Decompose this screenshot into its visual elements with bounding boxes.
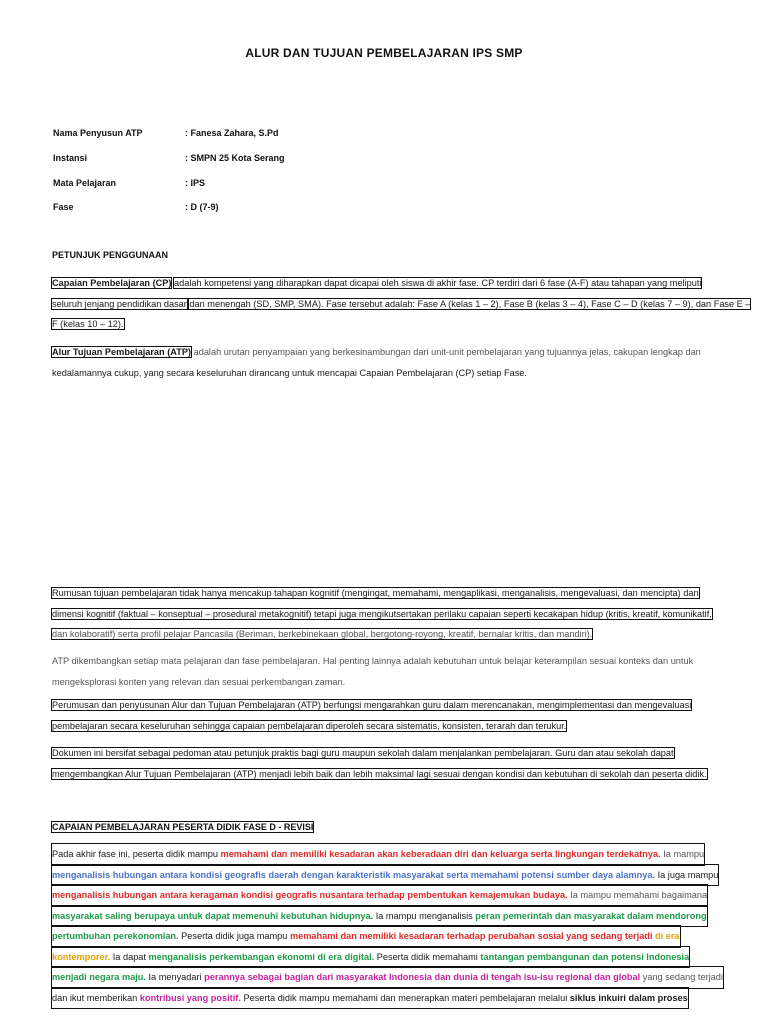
capaian-segment: Ia mampu menganalisis: [373, 910, 476, 921]
atp-definition-line2: kedalamannya cukup, yang secara keseluruhan dirancang untuk mencapai Capaian Pembelajaran (CP) setiap Fase.: [52, 367, 527, 378]
capaian-segment: Ia mampu memahami bagaimana: [567, 890, 708, 900]
capaian-heading-text: CAPAIAN PEMBELAJARAN PESERTA DIDIK FASE D - REVISI: [52, 822, 314, 832]
capaian-line: [52, 967, 723, 988]
capaian-segment: menganalisis hubungan antara kondisi geografis daerah dengan karakteristik masyarakat serta memahami potensi sumber daya alamnya.: [52, 869, 656, 880]
capaian-segment: memahami dan memiliki kesadaran akan keberadaan diri dan keluarga serta lingkungan terdekatnya.: [220, 849, 661, 859]
section-heading-petunjuk: PETUNJUK PENGGUNAAN: [52, 250, 169, 260]
capaian-segment: Ia mampu: [660, 849, 705, 859]
rumusan-line2: dimensi kognitif (faktual – konseptual – prosedural metakognitif) tetapi juga mengikutsertakan perilaku capaian seperti kecakapan hidup (kritis, kreatif, komunikatif,: [52, 608, 712, 619]
capaian-segment: Ia menyadari: [145, 972, 205, 982]
capaian-line: [52, 926, 680, 947]
paragraph-dokumen: [52, 743, 736, 784]
paragraph-capaian: [52, 844, 736, 1008]
capaian-segment: Ia dapat: [110, 951, 149, 962]
capaian-segment: pertumbuhan perekonomian.: [52, 931, 179, 941]
meta-label-fase: Fase: [53, 202, 74, 212]
meta-label-instansi: Instansi: [53, 153, 88, 163]
section-heading-capaian: [52, 822, 313, 832]
capaian-segment: Peserta didik memahami: [374, 951, 481, 962]
capaian-segment: memahami dan memiliki kesadaran terhadap perubahan sosial yang sedang terjadi: [289, 931, 653, 941]
paragraph-atp: [52, 342, 736, 383]
capaian-segment: kontemporer.: [52, 951, 111, 962]
paragraph-cp: [52, 273, 751, 335]
capaian-line: [52, 844, 704, 865]
document-title: ALUR DAN TUJUAN PEMBELAJARAN IPS SMP: [245, 46, 523, 60]
meta-label-mapel: Mata Pelajaran: [53, 178, 117, 188]
capaian-segment: tantangan pembangunan dan potensi Indonesia: [480, 951, 690, 962]
paragraph-perumusan: [52, 695, 736, 736]
capaian-segment: menganalisis perkembangan ekonomi di era digital.: [148, 951, 375, 962]
capaian-line: [52, 906, 707, 927]
capaian-segment: yang sedang terjadi: [640, 972, 723, 982]
capaian-segment: dan ikut memberikan: [52, 992, 140, 1003]
cp-definition-line3: F (kelas 10 – 12).: [52, 319, 124, 329]
capaian-segment: menganalisis hubungan antara keragaman kondisi geografis nusantara terhadap pembentukan kemajemukan budaya.: [52, 890, 568, 900]
meta-value-mapel: : IPS: [185, 178, 206, 188]
capaian-segment: Peserta didik juga mampu: [178, 931, 290, 941]
paragraph-atp-dikembangkan: [52, 651, 736, 692]
perumusan-line2: pembelajaran secara keseluruhan sehingga capaian pembelajaran diperoleh secara sistematis, konsisten, terarah dan terukur.: [52, 720, 567, 731]
term-atp: Alur Tujuan Pembelajaran (ATP): [52, 347, 192, 357]
meta-value-penyusun: : Fanesa Zahara, S.Pd: [185, 128, 279, 138]
capaian-segment: di era: [652, 931, 680, 941]
capaian-line: [52, 865, 718, 886]
capaian-segment: siklus inkuiri dalam proses: [569, 992, 688, 1003]
capaian-line: [52, 988, 688, 1009]
capaian-line: [52, 885, 707, 906]
capaian-segment: Ia juga mampu: [655, 869, 719, 880]
meta-value-fase: : D (7-9): [185, 202, 219, 212]
dokumen-line2: mengembangkan Alur Tujuan Pembelajaran (ATP) menjadi lebih baik dan lebih maksimal lagi sesuai dengan kondisi dan kebutuhan di sekolah dan peserta didik.: [52, 768, 707, 779]
capaian-line: [52, 947, 689, 968]
capaian-segment: Pada akhir fase ini, peserta didik mampu: [52, 849, 221, 859]
perumusan-line1: Perumusan dan penyusunan Alur dan Tujuan Pembelajaran (ATP) berfungsi mengarahkan guru dalam merencanakan, mengimplementasi dan mengevaluasi: [52, 700, 692, 710]
capaian-segment: kontribusi yang positif.: [139, 992, 241, 1003]
rumusan-line3: dan kolaboratif) serta profil pelajar Pancasila (Beriman, berkebinekaan global, bergotong-royong, kreatif, bernalar kritis, dan mandiri).: [52, 629, 593, 639]
meta-value-instansi: : SMPN 25 Kota Serang: [185, 153, 285, 163]
capaian-segment: masyarakat saling berupaya untuk dapat memenuhi kebutuhan hidupnya.: [52, 910, 374, 921]
capaian-segment: peran pemerintah dan masyarakat dalam mendorong: [475, 910, 707, 921]
cp-definition-line1: adalah kompetensi yang diharapkan dapat dicapai oleh siswa di akhir fase. CP terdiri dari 6 fase (A-F) atau tahapan yang meliputi: [174, 278, 702, 288]
rumusan-line1: Rumusan tujuan pembelajaran tidak hanya mencakup tahapan kognitif (mengingat, memahami, mengaplikasi, menganalisis, mengevaluasi, dan mencipta) dan: [52, 588, 699, 598]
capaian-segment: Peserta didik mampu memahami dan menerapkan materi pembelajaran melalui: [240, 992, 570, 1003]
dokumen-line1: Dokumen ini bersifat sebagai pedoman atau petunjuk praktis bagi guru maupun sekolah dalam menjalankan pembelajaran. Guru dan atau sekolah dapat: [52, 748, 674, 758]
term-cp: Capaian Pembelajaran (CP): [52, 278, 172, 288]
atp-dikembangkan-line2: mengeksplorasi konten yang relevan dan sesuai perkembangan zaman.: [52, 676, 346, 687]
capaian-segment: perannya sebagai bagian dari masyarakat Indonesia dan dunia di tengah isu-isu regional dan global: [204, 972, 641, 982]
capaian-segment: menjadi negara maju.: [52, 972, 146, 982]
meta-label-penyusun: Nama Penyusun ATP: [53, 128, 143, 138]
cp-definition-line2b: dan menengah (SD, SMP, SMA). Fase tersebut adalah: Fase A (kelas 1 – 2), Fase B (kelas 3 – 4), Fase C – D (kelas 7 – 9), dan Fase E –: [189, 298, 751, 309]
atp-dikembangkan-line1: ATP dikembangkan setiap mata pelajaran dan fase pembelajaran. Hal penting lainnya adalah kebutuhan untuk belajar keterampilan sesuai konteks dan untuk: [52, 656, 694, 666]
paragraph-rumusan: [52, 583, 736, 645]
cp-definition-line2a: seluruh jenjang pendidikan dasar: [52, 298, 187, 309]
atp-definition-line1: adalah urutan penyampaian yang berkesinambungan dari unit-unit pembelajaran yang tujuannya jelas, cakupan lengkap dan: [193, 347, 701, 357]
